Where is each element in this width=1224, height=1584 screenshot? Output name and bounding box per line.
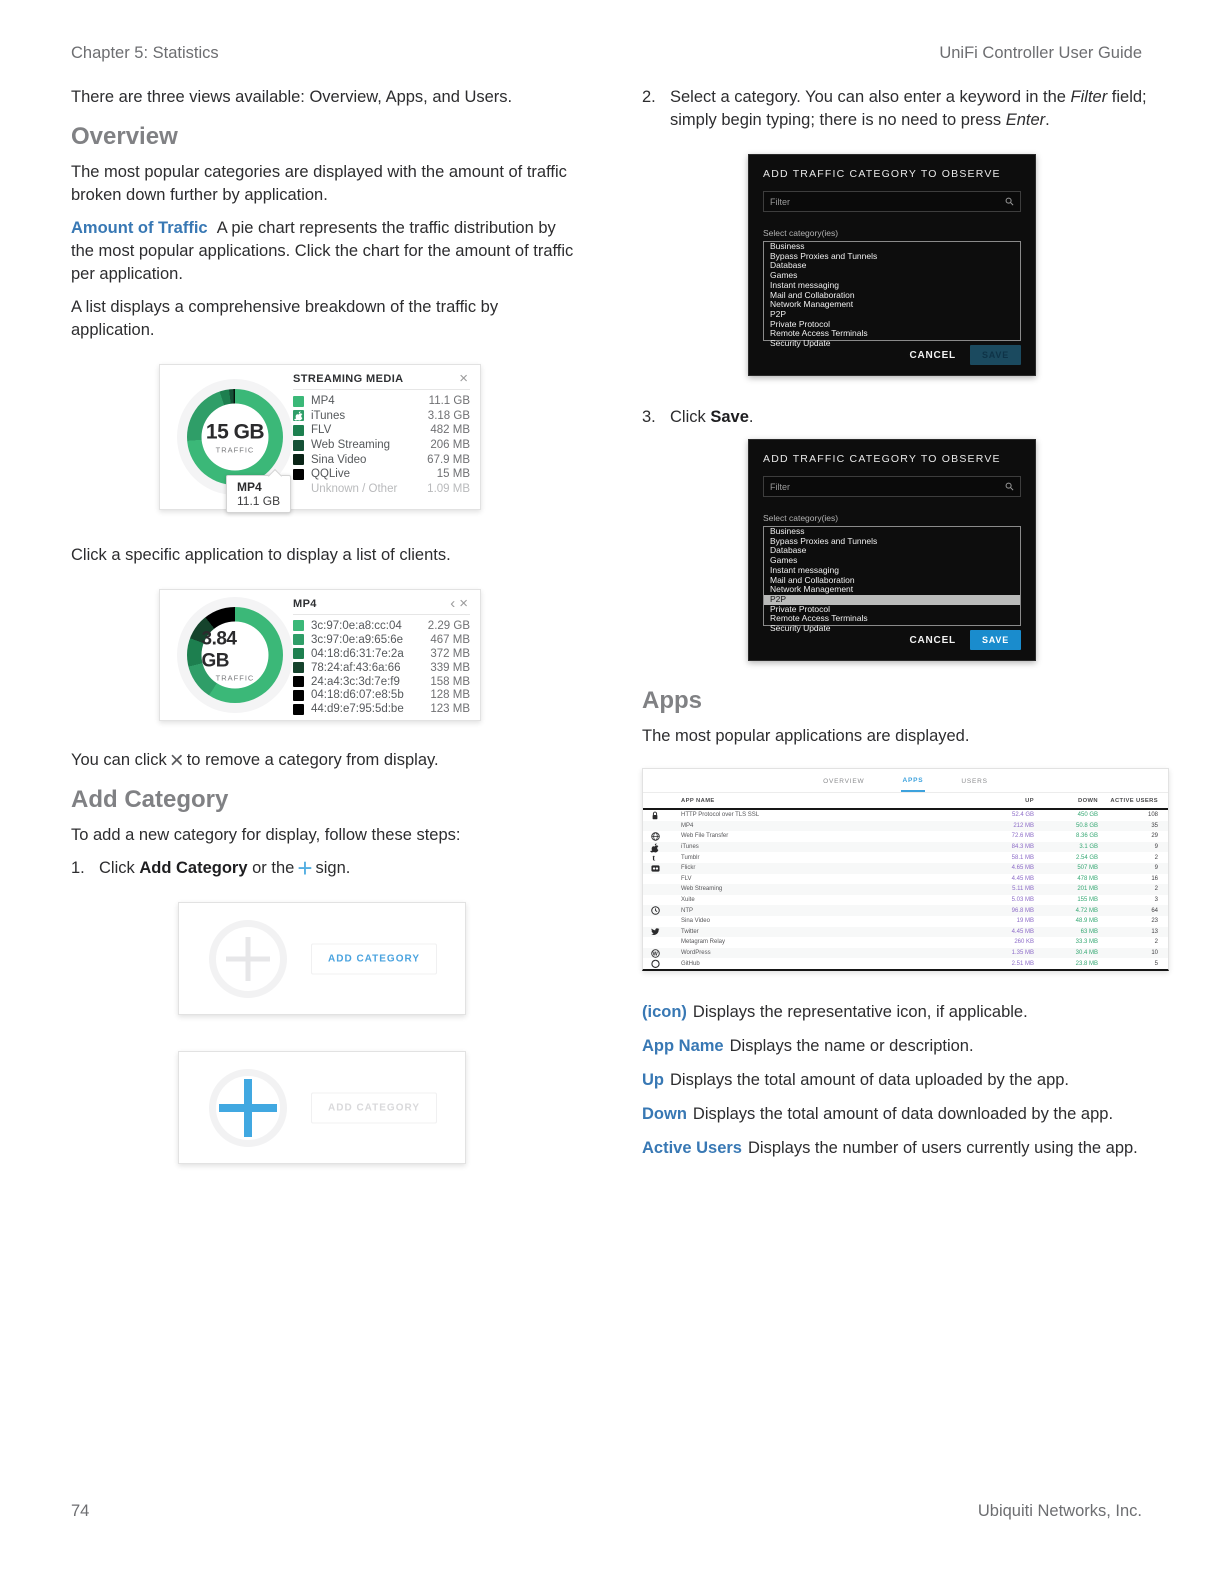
legend-value: 158 MB xyxy=(430,675,470,688)
dialog-title: ADD TRAFFIC CATEGORY TO OBSERVE xyxy=(763,168,1001,180)
color-swatch xyxy=(293,440,304,451)
globe-icon xyxy=(643,832,663,841)
github-icon xyxy=(643,959,663,968)
back-chevron-icon[interactable]: ‹ xyxy=(450,595,456,612)
filter-input[interactable] xyxy=(770,197,1005,207)
add-category-heading: Add Category xyxy=(71,786,229,813)
active-users-value: 10 xyxy=(1151,950,1158,957)
dialog-footer xyxy=(909,630,1021,650)
tumblr-icon xyxy=(643,853,663,862)
up-value: 212 MB xyxy=(1013,822,1034,829)
legend-label: 44:d9:e7:95:5d:be xyxy=(311,703,404,716)
category-option[interactable]: Network Management xyxy=(770,299,854,310)
active-users-value: 23 xyxy=(1151,918,1158,925)
legend-label: 3c:97:0e:a8:cc:04 xyxy=(311,619,402,632)
active-users-header: ACTIVE USERS xyxy=(1110,797,1158,804)
app-name: Xuite xyxy=(681,897,695,904)
legend-item[interactable] xyxy=(293,633,470,647)
remove-category-paragraph: You can click × to remove a category from display. xyxy=(71,747,439,774)
overview-paragraph: The most popular categories are displayed with the amount of traffic broken down further by application. xyxy=(71,163,567,204)
filter-input[interactable] xyxy=(770,482,1005,492)
active-users-value: 16 xyxy=(1151,875,1158,882)
legend-item[interactable] xyxy=(293,423,470,438)
legend-label: Web Streaming xyxy=(311,439,391,452)
app-name: Flickr xyxy=(681,865,696,872)
legend-label: 04:18:d6:07:e8:5b xyxy=(311,689,404,702)
filter-field xyxy=(763,191,1021,212)
up-value: 19 MB xyxy=(1016,918,1034,925)
legend-item[interactable] xyxy=(293,619,470,633)
donut-center: 3.84 GB TRAFFIC xyxy=(202,622,269,689)
active-users-value: 2 xyxy=(1154,854,1158,861)
up-value: 4.65 MB xyxy=(1011,865,1034,872)
legend-value: 372 MB xyxy=(430,647,470,660)
app-name: FLV xyxy=(681,875,692,882)
overview-heading: Overview xyxy=(71,123,178,150)
color-swatch xyxy=(293,469,304,480)
legend-item[interactable] xyxy=(293,409,470,424)
up-value: 4.45 MB xyxy=(1011,875,1034,882)
step-2: 2. Select a category. You can also enter a keyword in the Filter field; simply begin typing; there is no need to press Enter. xyxy=(642,88,1147,129)
app-name: GitHub xyxy=(681,960,700,967)
add-category-intro: To add a new category for display, follow these steps: xyxy=(71,826,461,844)
down-value: 4.72 MB xyxy=(1075,907,1098,914)
legend-label: 3c:97:0e:a9:65:6e xyxy=(311,633,404,646)
page-footer xyxy=(71,1502,1142,1521)
legend-value: 123 MB xyxy=(430,703,470,716)
legend-value: 3.18 GB xyxy=(427,409,470,422)
category-option[interactable]: Business xyxy=(770,526,805,536)
remove-x-icon: × xyxy=(169,747,184,774)
table-header xyxy=(643,793,1168,810)
legend-label: Unknown / Other xyxy=(311,482,398,495)
add-circle[interactable] xyxy=(209,1069,287,1147)
definition-term: (icon) xyxy=(642,1002,687,1021)
category-option[interactable]: Database xyxy=(770,260,807,271)
down-header: DOWN xyxy=(1078,797,1098,804)
chapter-title: Chapter 5: Statistics xyxy=(71,44,219,62)
streaming-media-card xyxy=(159,364,481,510)
down-value: 450 GB xyxy=(1077,812,1098,819)
category-option[interactable]: P2P xyxy=(770,308,787,319)
plus-icon xyxy=(244,1079,252,1137)
wordpress-icon xyxy=(643,949,663,958)
active-users-value: 2 xyxy=(1154,939,1158,946)
down-value: 478 MB xyxy=(1077,875,1098,882)
application-title: MP4 xyxy=(293,598,317,610)
down-value: 30.4 MB xyxy=(1075,950,1098,957)
up-value: 52.4 GB xyxy=(1011,812,1034,819)
add-traffic-category-dialog xyxy=(748,154,1036,376)
up-value: 5.03 MB xyxy=(1011,897,1034,904)
down-value: 2.54 GB xyxy=(1075,854,1098,861)
app-name: MP4 xyxy=(681,822,694,829)
legend-label: Sina Video xyxy=(311,453,367,466)
active-users-value: 9 xyxy=(1154,865,1158,872)
clients-legend xyxy=(293,619,470,716)
dialog-footer xyxy=(909,345,1021,365)
definition-paragraph xyxy=(642,1035,1147,1058)
definition-paragraph xyxy=(642,1069,1147,1092)
color-swatch xyxy=(293,620,304,631)
active-users-value: 5 xyxy=(1154,960,1158,967)
traffic-legend xyxy=(293,394,470,496)
app-name: NTP xyxy=(681,907,693,914)
table-row[interactable] xyxy=(643,810,1168,821)
legend-value: 467 MB xyxy=(430,633,470,646)
clients-donut-wrap xyxy=(160,590,310,720)
legend-item[interactable] xyxy=(293,688,470,702)
category-option[interactable]: Private Protocol xyxy=(770,318,830,329)
legend-item[interactable] xyxy=(293,675,470,689)
table-row[interactable] xyxy=(643,842,1168,853)
category-list xyxy=(763,526,1021,634)
definition-term: Up xyxy=(642,1070,664,1089)
definition-text: Displays the name or description. xyxy=(729,1036,974,1055)
select-category-label: Select category(ies) xyxy=(763,513,839,523)
clock-icon xyxy=(643,906,663,915)
category-option[interactable]: Remote Access Terminals xyxy=(770,613,868,624)
cancel-button[interactable]: CANCEL xyxy=(909,634,956,646)
tab-overview[interactable]: OVERVIEW xyxy=(823,778,865,785)
click-application-paragraph: Click a specific application to display a list of clients. xyxy=(71,546,451,564)
down-value: 155 MB xyxy=(1077,897,1098,904)
column-definitions xyxy=(642,1001,1147,1160)
table-row[interactable] xyxy=(643,958,1168,969)
twitter-icon xyxy=(643,928,663,936)
table-row[interactable] xyxy=(643,852,1168,863)
legend-value: 67.9 MB xyxy=(427,453,470,466)
color-swatch xyxy=(293,634,304,645)
apps-heading: Apps xyxy=(642,687,702,714)
legend-value: 2.29 GB xyxy=(427,619,470,632)
definition-text: Displays the total amount of data downloaded by the app. xyxy=(692,1104,1114,1123)
add-category-card-default xyxy=(178,902,466,1015)
legend-item[interactable] xyxy=(293,482,470,497)
legend-item[interactable] xyxy=(293,702,470,716)
search-icon xyxy=(1005,197,1014,206)
category-list xyxy=(763,241,1021,349)
legend-value: 128 MB xyxy=(430,689,470,702)
traffic-donut-wrap xyxy=(160,365,310,509)
legend-label: QQLive xyxy=(311,468,350,481)
app-name: WordPress xyxy=(681,950,711,957)
app-name: Twitter xyxy=(681,928,699,935)
definition-paragraph xyxy=(642,1137,1147,1160)
app-name: Web Streaming xyxy=(681,886,723,893)
app-name: Web File Transfer xyxy=(681,833,729,840)
category-option[interactable]: P2P xyxy=(764,595,1020,605)
up-value: 2.51 MB xyxy=(1011,960,1034,967)
legend-label: MP4 xyxy=(311,395,335,408)
legend-label: 78:24:af:43:6a:66 xyxy=(311,661,401,674)
tab-apps[interactable]: APPS xyxy=(901,769,926,792)
apps-intro: The most popular applications are displayed. xyxy=(642,727,970,745)
save-button[interactable]: SAVE xyxy=(970,345,1021,365)
add-category-button[interactable]: ADD CATEGORY xyxy=(311,943,437,974)
card-header xyxy=(293,595,470,615)
definition-term: Down xyxy=(642,1104,687,1123)
category-option[interactable]: Bypass Proxies and Tunnels xyxy=(770,250,878,261)
app-name: Sina Video xyxy=(681,918,710,925)
category-option[interactable]: Private Protocol xyxy=(770,603,830,614)
save-button[interactable]: SAVE xyxy=(970,630,1021,650)
legend-item[interactable] xyxy=(293,661,470,675)
up-value: 58.1 MB xyxy=(1011,854,1034,861)
app-name: HTTP Protocol over TLS SSL xyxy=(681,812,760,819)
add-category-button[interactable]: ADD CATEGORY xyxy=(311,1092,437,1123)
up-value: 1.35 MB xyxy=(1011,950,1034,957)
up-value: 5.11 MB xyxy=(1012,886,1034,893)
table-row[interactable] xyxy=(643,821,1168,832)
legend-label: 24:a4:3c:3d:7e:f9 xyxy=(311,675,400,688)
legend-value: 15 MB xyxy=(436,468,470,481)
active-users-value: 108 xyxy=(1147,812,1158,819)
category-option[interactable]: Instant messaging xyxy=(770,564,839,575)
add-traffic-category-dialog-selected xyxy=(748,439,1036,661)
plus-icon xyxy=(246,937,251,981)
legend-item[interactable] xyxy=(293,394,470,409)
cancel-button[interactable]: CANCEL xyxy=(909,349,956,361)
color-swatch xyxy=(293,425,304,436)
category-option[interactable]: Instant messaging xyxy=(770,279,839,290)
apple-icon xyxy=(643,843,663,852)
amount-of-traffic-paragraph: Amount of Traffic A pie chart represents the traffic distribution by the most popular applications. Click the chart for the amount of traffic per application. xyxy=(71,219,574,283)
page-header xyxy=(71,44,1142,63)
down-value: 23.8 MB xyxy=(1075,960,1098,967)
app-name: Metagram Relay xyxy=(681,939,726,946)
select-category-label: Select category(ies) xyxy=(763,228,839,238)
traffic-total: 15 GB xyxy=(205,420,265,443)
svg-text:W: W xyxy=(652,950,658,957)
down-value: 8.36 GB xyxy=(1075,833,1098,840)
empty-swatch xyxy=(293,483,304,494)
down-value: 63 MB xyxy=(1080,928,1098,935)
app-name-header: APP NAME xyxy=(681,797,715,804)
definition-text: Displays the representative icon, if applicable. xyxy=(692,1002,1028,1021)
legend-panel xyxy=(293,595,470,716)
donut-center: 15 GB TRAFFIC xyxy=(202,404,269,471)
category-option[interactable]: Bypass Proxies and Tunnels xyxy=(770,535,878,546)
legend-label: FLV xyxy=(311,424,332,437)
active-users-value: 29 xyxy=(1151,833,1158,840)
up-value: 72.6 MB xyxy=(1011,833,1034,840)
down-value: 50.8 GB xyxy=(1075,822,1098,829)
dialog-title: ADD TRAFFIC CATEGORY TO OBSERVE xyxy=(763,453,1001,465)
category-option[interactable]: Security Update xyxy=(770,338,831,349)
table-row[interactable] xyxy=(643,895,1168,906)
apps-table-screenshot xyxy=(642,768,1169,971)
table-body xyxy=(643,810,1168,969)
page-number: 74 xyxy=(71,1502,90,1520)
app-name: Tumblr xyxy=(681,854,700,861)
company-name: Ubiquiti Networks, Inc. xyxy=(977,1502,1142,1520)
category-option[interactable]: Database xyxy=(770,545,807,556)
active-users-value: 3 xyxy=(1154,897,1158,904)
definition-text: Displays the number of users currently using the app. xyxy=(747,1138,1138,1157)
left-column xyxy=(71,86,576,1164)
legend-value: 482 MB xyxy=(430,424,470,437)
table-row[interactable] xyxy=(643,927,1168,938)
category-option[interactable]: Mail and Collaboration xyxy=(770,289,855,300)
tab-users[interactable]: USERS xyxy=(961,778,988,785)
mp4-clients-card xyxy=(159,589,481,721)
down-value: 201 MB xyxy=(1077,886,1098,893)
step-1: 1. Click Add Category or the + sign. xyxy=(71,853,351,883)
filter-field xyxy=(763,476,1021,497)
right-column xyxy=(642,86,1158,1171)
chart-tooltip: MP4 11.1 GB xyxy=(226,475,291,513)
down-value: 48.9 MB xyxy=(1075,918,1098,925)
color-swatch xyxy=(293,676,304,687)
legend-value: 339 MB xyxy=(430,661,470,674)
legend-item[interactable] xyxy=(293,438,470,453)
svg-text:t: t xyxy=(652,852,656,863)
card-header xyxy=(293,370,470,390)
category-option[interactable]: Remote Access Terminals xyxy=(770,328,868,339)
definition-term: App Name xyxy=(642,1036,724,1055)
down-value: 33.3 MB xyxy=(1075,939,1098,946)
table-row[interactable] xyxy=(643,863,1168,874)
legend-value: 206 MB xyxy=(430,439,470,452)
legend-item[interactable] xyxy=(293,452,470,467)
flickr-icon xyxy=(643,864,663,873)
category-option[interactable]: Games xyxy=(770,270,798,281)
up-value: 4.45 MB xyxy=(1011,928,1034,935)
up-header: UP xyxy=(1025,797,1034,804)
close-icon[interactable]: × xyxy=(459,595,468,612)
active-users-value: 13 xyxy=(1151,928,1158,935)
down-value: 3.1 GB xyxy=(1079,844,1098,851)
app-name: iTunes xyxy=(681,844,699,851)
table-row[interactable] xyxy=(643,916,1168,927)
color-swatch xyxy=(293,648,304,659)
plus-icon: + xyxy=(297,853,313,883)
active-users-value: 9 xyxy=(1154,844,1158,851)
table-row[interactable] xyxy=(643,905,1168,916)
traffic-total: 3.84 GB xyxy=(201,628,237,671)
up-value: 96.8 MB xyxy=(1011,907,1034,914)
active-users-value: 2 xyxy=(1154,886,1158,893)
legend-item[interactable] xyxy=(293,467,470,482)
active-users-value: 64 xyxy=(1151,907,1158,914)
lock-icon xyxy=(643,811,663,820)
legend-label: iTunes xyxy=(311,409,346,422)
definition-paragraph xyxy=(642,1103,1147,1126)
color-swatch xyxy=(293,396,304,407)
category-option[interactable]: Business xyxy=(770,241,805,251)
guide-title: UniFi Controller User Guide xyxy=(939,44,1142,62)
step-3: 3. Click Save. xyxy=(642,408,754,426)
search-icon xyxy=(1005,482,1014,491)
legend-item[interactable] xyxy=(293,647,470,661)
definition-term: Active Users xyxy=(642,1138,742,1157)
color-swatch xyxy=(293,454,304,465)
legend-label: 04:18:d6:31:7e:2a xyxy=(311,647,404,660)
color-swatch xyxy=(293,704,304,715)
definition-paragraph xyxy=(642,1001,1147,1024)
legend-value: 11.1 GB xyxy=(428,395,470,408)
down-value: 507 MB xyxy=(1077,865,1098,872)
active-users-value: 35 xyxy=(1151,822,1158,829)
add-circle[interactable] xyxy=(209,920,287,998)
legend-panel xyxy=(293,370,470,496)
close-icon[interactable]: × xyxy=(459,370,468,387)
add-category-card-hover xyxy=(178,1051,466,1164)
list-breakdown-paragraph: A list displays a comprehensive breakdown of the traffic by application. xyxy=(71,298,499,339)
category-option[interactable]: Games xyxy=(770,555,798,566)
color-swatch xyxy=(293,690,304,701)
category-option[interactable]: Network Management xyxy=(770,584,854,595)
apple-icon xyxy=(293,410,304,421)
table-row[interactable] xyxy=(643,874,1168,885)
category-title: STREAMING MEDIA xyxy=(293,373,404,385)
legend-value: 1.09 MB xyxy=(427,482,470,495)
table-row[interactable] xyxy=(643,937,1168,948)
color-swatch xyxy=(293,662,304,673)
view-tabs xyxy=(643,769,1168,793)
category-option[interactable]: Mail and Collaboration xyxy=(770,574,855,585)
amount-of-traffic-term: Amount of Traffic xyxy=(71,219,208,237)
up-value: 84.3 MB xyxy=(1011,844,1034,851)
table-row[interactable] xyxy=(643,884,1168,895)
intro-paragraph: There are three views available: Overview, Apps, and Users. xyxy=(71,88,513,106)
category-option[interactable]: Security Update xyxy=(770,623,831,634)
table-row[interactable] xyxy=(643,948,1168,959)
table-row[interactable] xyxy=(643,831,1168,842)
definition-text: Displays the total amount of data uploaded by the app. xyxy=(670,1070,1070,1089)
up-value: 260 KB xyxy=(1014,939,1034,946)
